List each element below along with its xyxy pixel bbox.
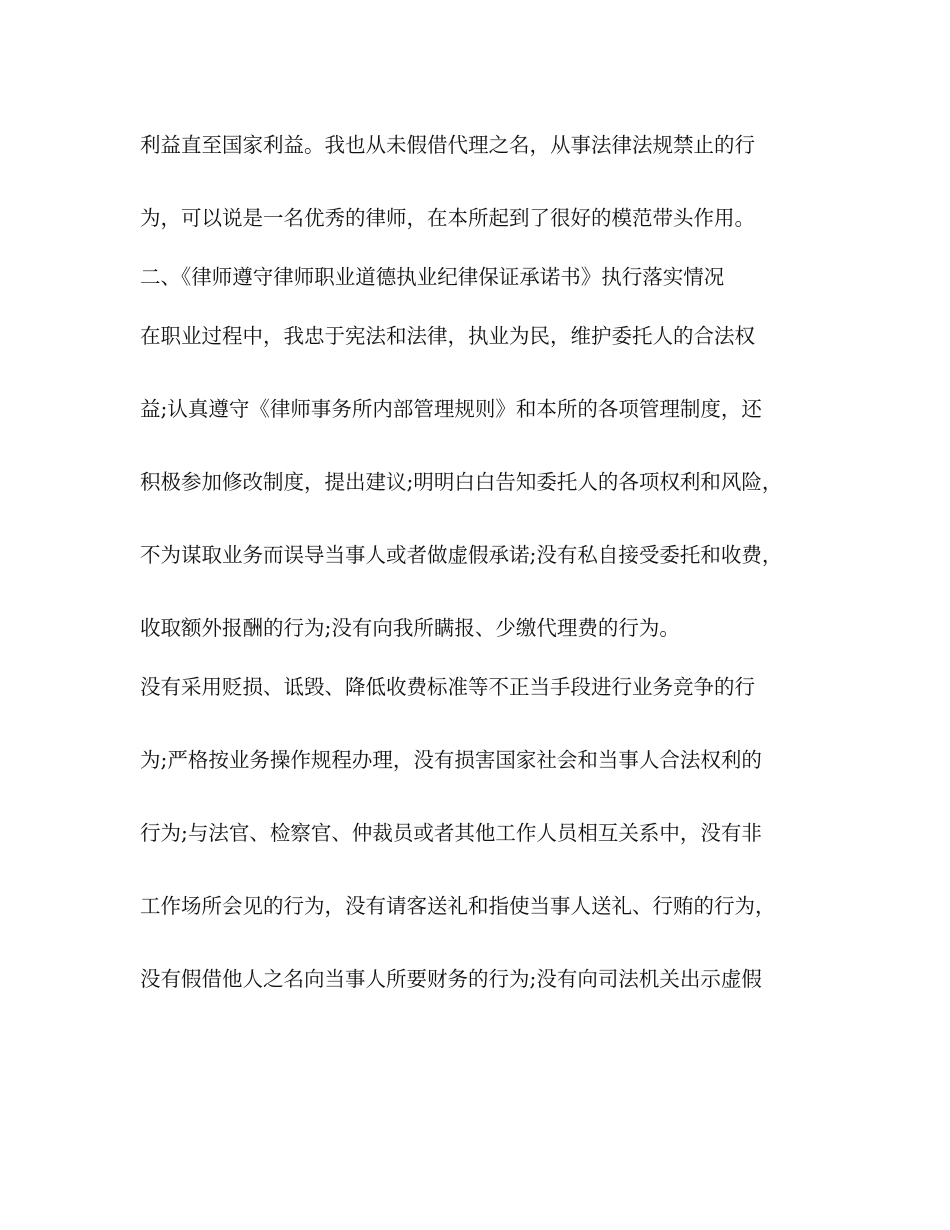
text-line-4: 在职业过程中，我忠于宪法和法律，执业为民，维护委托人的合法权 (140, 324, 755, 348)
text-line-7: 不为谋取业务而误导当事人或者做虚假承诺;没有私自接受委托和收费， (140, 543, 783, 567)
text-line-2: 为，可以说是一名优秀的律师，在本所起到了很好的模范带头作用。 (140, 206, 755, 230)
text-line-5: 益;认真遵守《律师事务所内部管理规则》和本所的各项管理制度，还 (140, 397, 762, 421)
text-line-6: 积极参加修改制度，提出建议;明明白白告知委托人的各项权利和风险， (140, 470, 783, 494)
text-line-9: 没有采用贬损、诋毁、降低收费标准等不正当手段进行业务竞争的行 (140, 675, 755, 699)
text-line-12: 工作场所会见的行为，没有请客送礼和指使当事人送礼、行贿的行为， (140, 894, 776, 918)
text-line-13: 没有假借他人之名向当事人所要财务的行为;没有向司法机关出示虚假 (140, 967, 762, 991)
text-line-1: 利益直至国家利益。我也从未假借代理之名，从事法律法规禁止的行 (140, 133, 755, 157)
section-heading: 二、《律师遵守律师职业道德执业纪律保证承诺书》执行落实情况 (140, 265, 725, 289)
text-line-8: 收取额外报酬的行为;没有向我所瞒报、少缴代理费的行为。 (140, 616, 680, 640)
text-line-11: 行为;与法官、检察官、仲裁员或者其他工作人员相互关系中，没有非 (140, 821, 762, 845)
text-line-10: 为;严格按业务操作规程办理，没有损害国家社会和当事人合法权利的 (140, 748, 762, 772)
